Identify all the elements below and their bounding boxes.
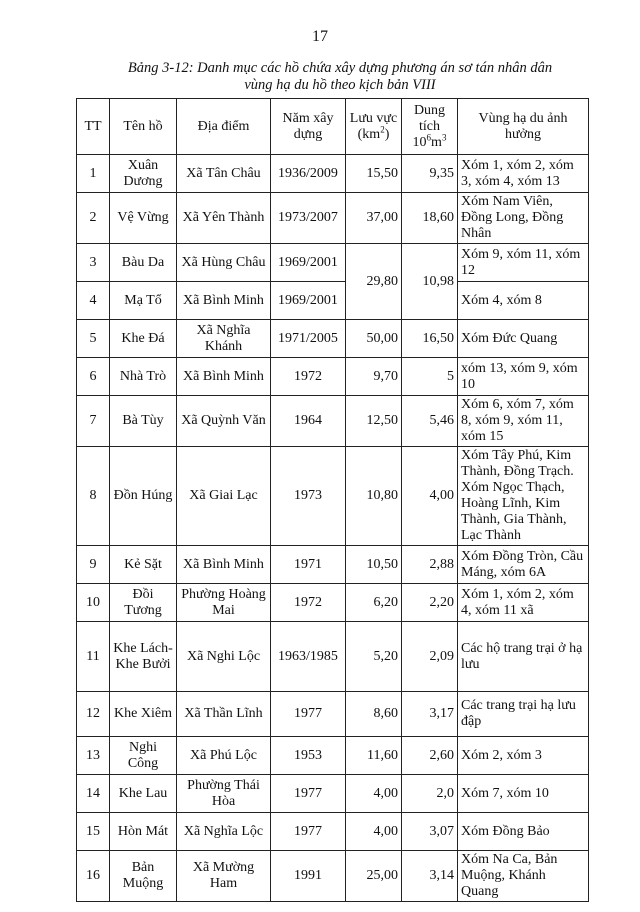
- table-row: [77, 737, 589, 775]
- cell-dia-diem: Xã Hùng Châu: [177, 244, 271, 282]
- cell-luu-vuc: 4,00: [346, 775, 402, 813]
- cell-tt: 5: [77, 320, 110, 358]
- header-vung-ha-du: Vùng hạ du ảnh hưởng: [458, 99, 589, 155]
- cell-tt: 6: [77, 358, 110, 396]
- cell-vung: Xóm Đồng Tròn, Cầu Máng, xóm 6A: [458, 546, 589, 584]
- cell-ten-ho: Mạ Tổ: [110, 282, 177, 320]
- cell-tt: 4: [77, 282, 110, 320]
- cell-ten-ho: Đồn Húng: [110, 447, 177, 546]
- table-row: [77, 320, 589, 358]
- table-row: [77, 155, 589, 193]
- table-caption: [100, 60, 580, 94]
- header-tt: TT: [77, 99, 110, 155]
- cell-luu-vuc: 37,00: [346, 193, 402, 244]
- cell-nam: 1972: [271, 358, 346, 396]
- table-row: [77, 851, 589, 902]
- cell-ten-ho: Nghi Công: [110, 737, 177, 775]
- cell-dia-diem: Xã Thần Lĩnh: [177, 692, 271, 737]
- cell-ten-ho: Bàu Da: [110, 244, 177, 282]
- cell-dia-diem: Xã Bình Minh: [177, 546, 271, 584]
- cell-dung-tich: 3,07: [402, 813, 458, 851]
- cell-vung: Xóm 7, xóm 10: [458, 775, 589, 813]
- cell-nam: 1971/2005: [271, 320, 346, 358]
- caption-line-1: Bảng 3-12: Danh mục các hồ chứa xây dựng phương án sơ tán nhân dân: [127, 60, 553, 76]
- header-row: [77, 99, 589, 155]
- cell-vung: Xóm Đồng Bảo: [458, 813, 589, 851]
- cell-luu-vuc: 5,20: [346, 622, 402, 692]
- cell-luu-vuc: 11,60: [346, 737, 402, 775]
- cell-dia-diem: Xã Nghi Lộc: [177, 622, 271, 692]
- cell-dung-tich: 2,0: [402, 775, 458, 813]
- cell-dia-diem: Xã Phú Lộc: [177, 737, 271, 775]
- cell-tt: 2: [77, 193, 110, 244]
- header-dung-tich-unit: m: [431, 134, 442, 150]
- reservoir-table: [76, 98, 589, 902]
- cell-vung: Xóm 9, xóm 11, xóm 12: [458, 244, 589, 282]
- header-luu-vuc-label: Lưu vực: [349, 110, 398, 126]
- cell-tt: 15: [77, 813, 110, 851]
- header-luu-vuc: [346, 99, 402, 155]
- page-number: 17: [312, 28, 328, 45]
- cell-dung-tich: 18,60: [402, 193, 458, 244]
- cell-dia-diem: Xã Tân Châu: [177, 155, 271, 193]
- cell-ten-ho: Kẻ Sặt: [110, 546, 177, 584]
- table-row: [77, 813, 589, 851]
- table-row: [77, 775, 589, 813]
- cell-ten-ho: Khe Lách-Khe Bưởi: [110, 622, 177, 692]
- cell-vung: Xóm 1, xóm 2, xóm 4, xóm 11 xã: [458, 584, 589, 622]
- cell-nam: 1971: [271, 546, 346, 584]
- caption-line-2: vùng hạ du hồ theo kịch bản VIII: [244, 77, 436, 93]
- header-dung-tich: [402, 99, 458, 155]
- cell-tt: 12: [77, 692, 110, 737]
- cell-dung-tich: 5,46: [402, 396, 458, 447]
- cell-dung-tich: 4,00: [402, 447, 458, 546]
- header-dia-diem: Địa điểm: [177, 99, 271, 155]
- cell-ten-ho: Bà Tùy: [110, 396, 177, 447]
- table-row: [77, 622, 589, 692]
- header-ten-ho: Tên hồ: [110, 99, 177, 155]
- cell-dung-tich: 9,35: [402, 155, 458, 193]
- cell-nam: 1969/2001: [271, 244, 346, 282]
- table-row: [77, 358, 589, 396]
- header-luu-vuc-close: ): [384, 126, 390, 142]
- cell-dung-tich: 10,98: [402, 244, 458, 320]
- cell-luu-vuc: 29,80: [346, 244, 402, 320]
- cell-nam: 1973/2007: [271, 193, 346, 244]
- cell-nam: 1977: [271, 775, 346, 813]
- cell-dung-tich: 2,60: [402, 737, 458, 775]
- cell-nam: 1977: [271, 813, 346, 851]
- cell-luu-vuc: 12,50: [346, 396, 402, 447]
- cell-nam: 1963/1985: [271, 622, 346, 692]
- table-row: [77, 692, 589, 737]
- header-luu-vuc-unit: (km: [357, 126, 381, 142]
- cell-dia-diem: Xã Nghĩa Khánh: [177, 320, 271, 358]
- cell-vung: xóm 13, xóm 9, xóm 10: [458, 358, 589, 396]
- cell-nam: 1936/2009: [271, 155, 346, 193]
- cell-dia-diem: Xã Giai Lạc: [177, 447, 271, 546]
- cell-tt: 8: [77, 447, 110, 546]
- cell-luu-vuc: 15,50: [346, 155, 402, 193]
- table-row: [77, 244, 589, 282]
- cell-ten-ho: Nhà Trò: [110, 358, 177, 396]
- cell-dung-tich: 3,14: [402, 851, 458, 902]
- cell-ten-ho: Khe Đá: [110, 320, 177, 358]
- cell-nam: 1973: [271, 447, 346, 546]
- table-row: [77, 584, 589, 622]
- cell-dung-tich: 2,88: [402, 546, 458, 584]
- cell-nam: 1991: [271, 851, 346, 902]
- cell-vung: Xóm 1, xóm 2, xóm 3, xóm 4, xóm 13: [458, 155, 589, 193]
- cell-luu-vuc: 4,00: [346, 813, 402, 851]
- header-dung-tich-exp: 6: [426, 131, 432, 142]
- cell-vung: Các hộ trang trại ở hạ lưu: [458, 622, 589, 692]
- table-row: [77, 396, 589, 447]
- cell-dia-diem: Phường Hoàng Mai: [177, 584, 271, 622]
- cell-tt: 13: [77, 737, 110, 775]
- cell-nam: 1953: [271, 737, 346, 775]
- cell-vung: Xóm 2, xóm 3: [458, 737, 589, 775]
- cell-tt: 3: [77, 244, 110, 282]
- table-row: [77, 282, 589, 320]
- cell-dia-diem: Xã Bình Minh: [177, 358, 271, 396]
- cell-tt: 14: [77, 775, 110, 813]
- cell-vung: Xóm Na Ca, Bản Muộng, Khánh Quang: [458, 851, 589, 902]
- cell-tt: 10: [77, 584, 110, 622]
- table-row: [77, 447, 589, 546]
- table-row: [77, 193, 589, 244]
- cell-nam: 1969/2001: [271, 282, 346, 320]
- cell-tt: 1: [77, 155, 110, 193]
- cell-dung-tich: 16,50: [402, 320, 458, 358]
- cell-ten-ho: Xuân Dương: [110, 155, 177, 193]
- cell-luu-vuc: 50,00: [346, 320, 402, 358]
- header-dung-tich-exp2: 3: [441, 131, 447, 142]
- cell-vung: Các trang trại hạ lưu đập: [458, 692, 589, 737]
- cell-nam: 1972: [271, 584, 346, 622]
- cell-ten-ho: Khe Lau: [110, 775, 177, 813]
- cell-dia-diem: Xã Quỳnh Văn: [177, 396, 271, 447]
- cell-dia-diem: Xã Nghĩa Lộc: [177, 813, 271, 851]
- cell-luu-vuc: 10,80: [346, 447, 402, 546]
- cell-tt: 9: [77, 546, 110, 584]
- cell-tt: 7: [77, 396, 110, 447]
- cell-nam: 1977: [271, 692, 346, 737]
- cell-vung: Xóm Nam Viên, Đồng Long, Đồng Nhân: [458, 193, 589, 244]
- cell-ten-ho: Đồi Tương: [110, 584, 177, 622]
- cell-dung-tich: 5: [402, 358, 458, 396]
- cell-luu-vuc: 25,00: [346, 851, 402, 902]
- cell-luu-vuc: 6,20: [346, 584, 402, 622]
- cell-dung-tich: 3,17: [402, 692, 458, 737]
- cell-ten-ho: Khe Xiêm: [110, 692, 177, 737]
- cell-dia-diem: Xã Mường Ham: [177, 851, 271, 902]
- cell-vung: Xóm Tây Phú, Kim Thành, Đồng Trạch. Xóm Ngọc Thạch, Hoàng Lĩnh, Kim Thành, Gia Thành, Lạc Thành: [458, 447, 589, 546]
- cell-luu-vuc: 10,50: [346, 546, 402, 584]
- cell-vung: Xóm Đức Quang: [458, 320, 589, 358]
- cell-vung: Xóm 6, xóm 7, xóm 8, xóm 9, xóm 11, xóm 15: [458, 396, 589, 447]
- cell-tt: 16: [77, 851, 110, 902]
- table-row: [77, 546, 589, 584]
- cell-dung-tich: 2,09: [402, 622, 458, 692]
- cell-vung: Xóm 4, xóm 8: [458, 282, 589, 320]
- cell-dia-diem: Xã Bình Minh: [177, 282, 271, 320]
- cell-ten-ho: Bản Muộng: [110, 851, 177, 902]
- header-dung-tich-base: 10: [412, 134, 427, 150]
- cell-luu-vuc: 8,60: [346, 692, 402, 737]
- cell-dia-diem: Phường Thái Hòa: [177, 775, 271, 813]
- cell-luu-vuc: 9,70: [346, 358, 402, 396]
- cell-ten-ho: Hòn Mát: [110, 813, 177, 851]
- header-luu-vuc-exp: 2: [380, 123, 385, 134]
- cell-nam: 1964: [271, 396, 346, 447]
- cell-dung-tich: 2,20: [402, 584, 458, 622]
- cell-dia-diem: Xã Yên Thành: [177, 193, 271, 244]
- cell-ten-ho: Vệ Vừng: [110, 193, 177, 244]
- header-nam-xay-dung: Năm xây dựng: [271, 99, 346, 155]
- header-dung-tich-label: Dung tích: [413, 102, 446, 134]
- cell-tt: 11: [77, 622, 110, 692]
